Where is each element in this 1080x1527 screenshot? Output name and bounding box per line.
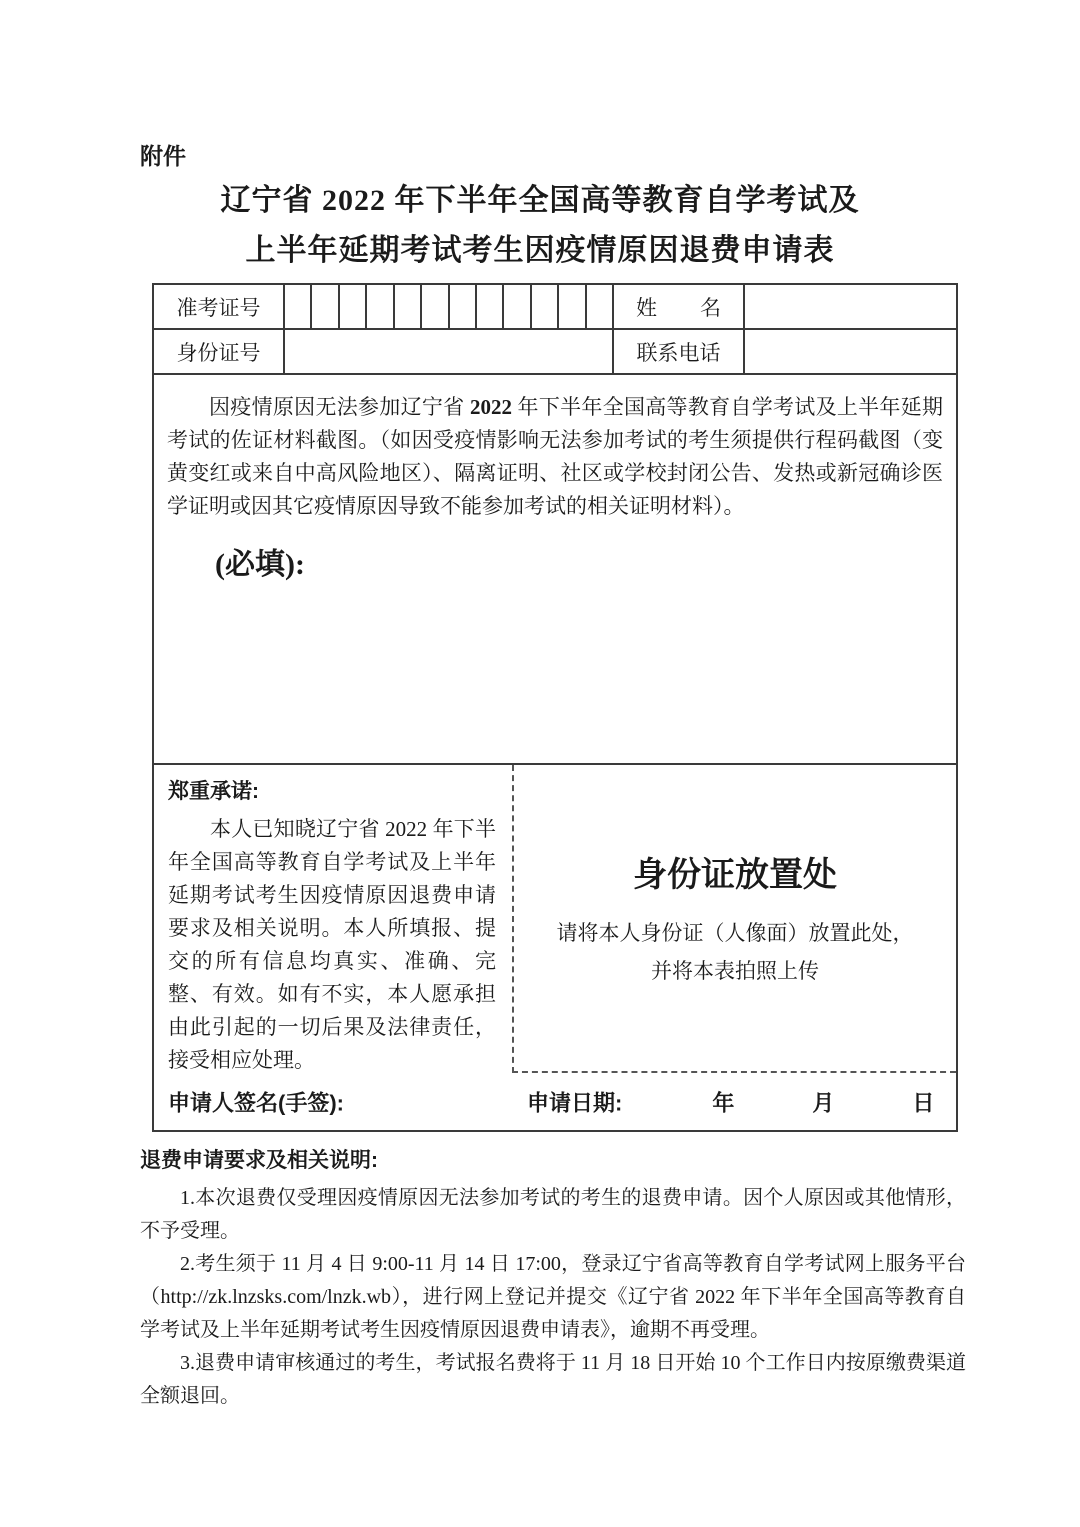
ticket-digit-cell (475, 285, 502, 328)
id-number-row (154, 330, 956, 375)
note-item-3: 3.退费申请审核通过的考生，考试报名费将于 11 月 18 日开始 10 个工作日内按原缴费渠道全额退回。 (140, 1352, 966, 1407)
ticket-digit-cell (393, 285, 420, 328)
phone-label: 联系电话 (612, 330, 745, 373)
id-card-box-instruction-1: 请将本人身份证（人像面）放置此处， (556, 920, 914, 945)
ticket-digit-cell (338, 285, 365, 328)
id-card-box-title: 身份证放置处 (633, 855, 837, 894)
ticket-digit-cell (585, 285, 612, 328)
notes-heading: 退费申请要求及相关说明: (140, 1149, 378, 1172)
id-card-box-instruction-2: 并将本表拍照上传 (651, 958, 819, 983)
date-label: 申请日期: (527, 1090, 623, 1115)
commitment-and-id-section (154, 765, 956, 1130)
commitment-heading: 郑重承诺: (168, 780, 259, 803)
id-card-placement-box (512, 765, 956, 1073)
phone-value-cell (745, 330, 956, 373)
notes-section (140, 1144, 966, 1413)
form-title-line-2: 上半年延期考试考生因疫情原因退费申请表 (245, 234, 835, 267)
ticket-digit-cell (530, 285, 557, 328)
attachment-label: 附件 (140, 143, 186, 169)
note-item-1: 1.本次退费仅受理因疫情原因无法参加考试的考生的退费申请。因个人原因或其他情形，不予受理。 (140, 1187, 966, 1242)
date-group (527, 1086, 934, 1117)
required-label: (必填): (215, 548, 305, 581)
ticket-digit-cell (365, 285, 392, 328)
ticket-number-row (154, 285, 956, 330)
commitment-section (154, 765, 512, 1077)
application-form-table (152, 283, 958, 1132)
signature-row (154, 1073, 956, 1130)
ticket-digit-cell (285, 285, 310, 328)
signature-label: 申请人签名(手签): (168, 1090, 344, 1115)
id-number-label: 身份证号 (154, 330, 285, 373)
name-value-cell (745, 285, 956, 328)
ticket-digit-grid (285, 285, 612, 328)
form-title-line-1: 辽宁省 2022 年下半年全国高等教育自学考试及 (220, 184, 860, 217)
date-month-label: 月 (812, 1090, 835, 1115)
ticket-digit-cell (557, 285, 584, 328)
form-title (0, 176, 1080, 276)
note-item-2: 2.考生须于 11 月 4 日 9:00-11 月 14 日 17:00，登录辽宁省高等教育自学考试网上服务平台（http://zk.lnzsks.com/lnzk.wb），进行网上登记并提交《辽宁省 2022 年下半年全国高等教育自学考试及上半年延期考试考生因疫情原因退费申请表》，逾期不再受理。 (140, 1253, 966, 1341)
date-day-label: 日 (912, 1090, 935, 1115)
evidence-cell (154, 375, 956, 765)
ticket-digit-cell (420, 285, 447, 328)
ticket-number-label: 准考证号 (154, 285, 285, 328)
ticket-digit-cell (310, 285, 337, 328)
id-number-value-cell (285, 330, 612, 373)
date-year-label: 年 (712, 1090, 735, 1115)
commitment-body: 本人已知晓辽宁省 2022 年下半年全国高等教育自学考试及上半年延期考试考生因疫情原因退费申请要求及相关说明。本人所填报、提交的所有信息均真实、准确、完整、有效。如有不实，本人愿承担由此引起的一切后果及法律责任，接受相应处理。 (168, 817, 496, 1072)
ticket-digit-cell (502, 285, 529, 328)
evidence-paragraph: 因疫情原因无法参加辽宁省 2022 年下半年全国高等教育自学考试及上半年延期考试的佐证材料截图。（如因受疫情影响无法参加考试的考生须提供行程码截图（变黄变红或来自中高风险地区）、隔离证明、社区或学校封闭公告、发热或新冠确诊医学证明或因其它疫情原因导致不能参加考试的相关证明材料）。 (167, 395, 944, 518)
name-label: 姓名 (612, 285, 745, 328)
ticket-digit-cell (448, 285, 475, 328)
